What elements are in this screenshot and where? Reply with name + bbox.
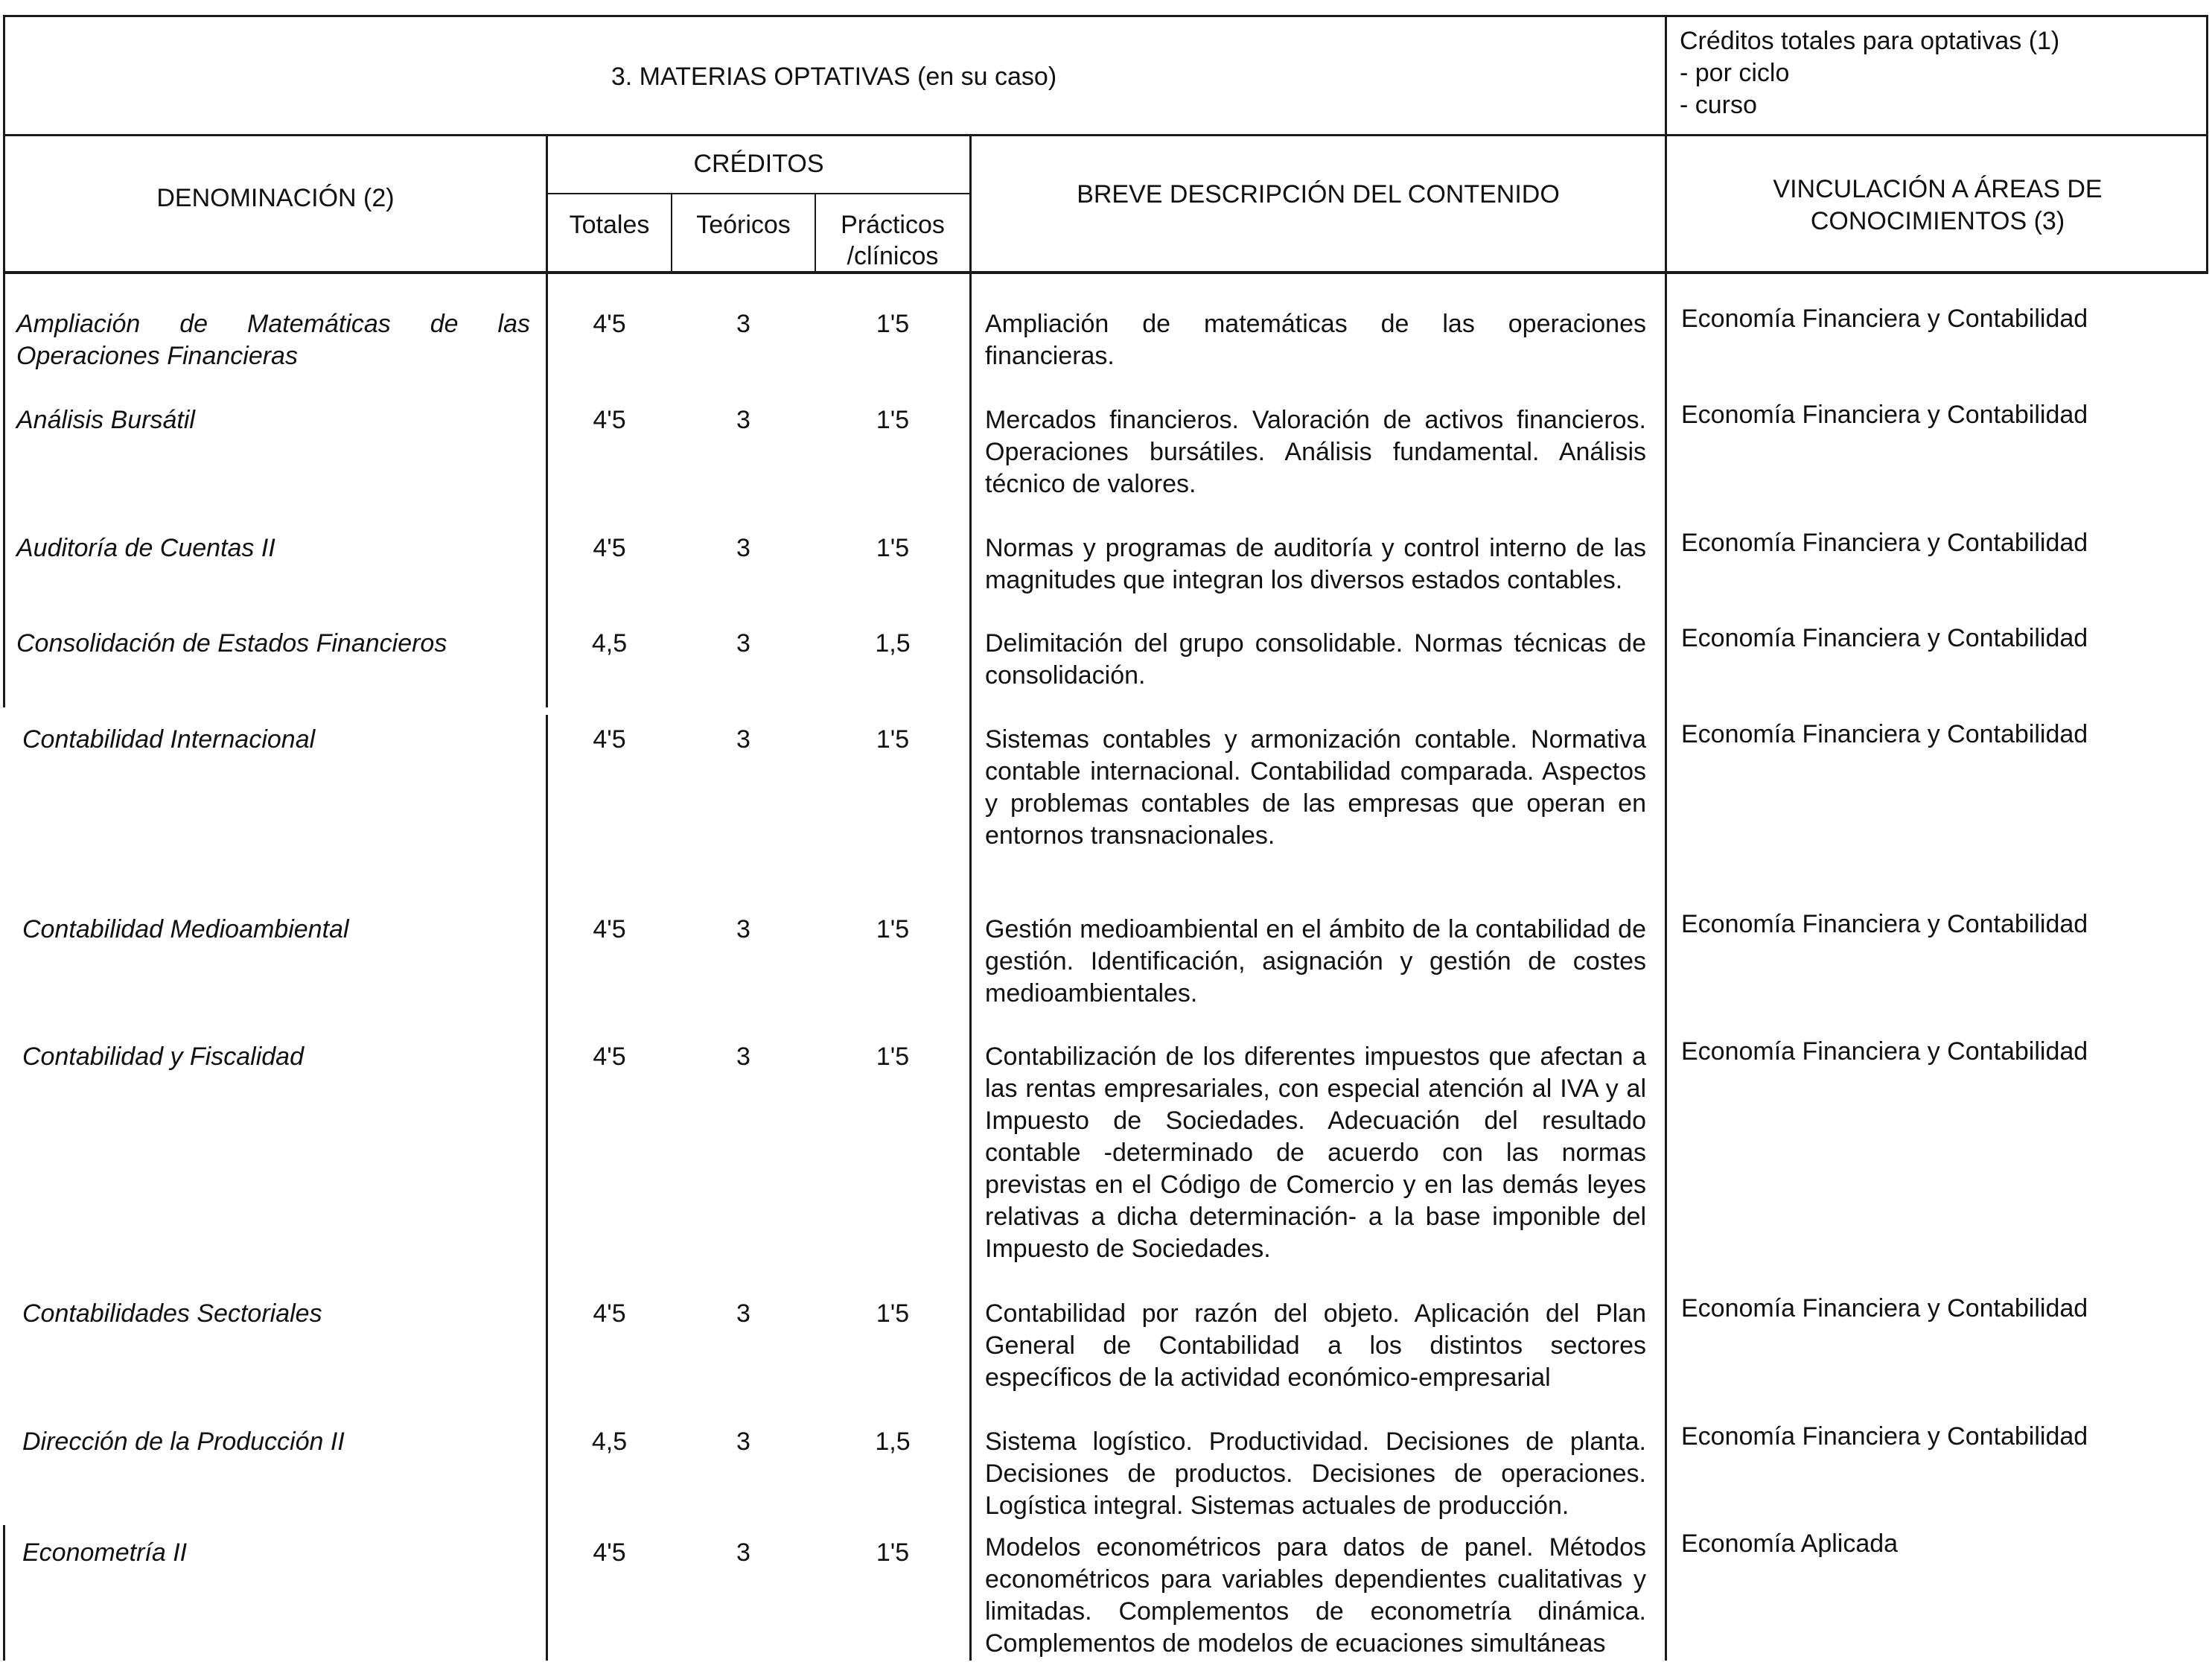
col-divider-name-lower <box>546 715 548 1661</box>
row-9-area: Economía Aplicada <box>1681 1530 1899 1558</box>
row-4-totales: 4'5 <box>593 725 626 754</box>
row-3-totales: 4,5 <box>591 629 628 658</box>
row-8-totales: 4,5 <box>591 1427 628 1456</box>
row-2-totales: 4'5 <box>593 534 626 562</box>
row-0-name <box>16 308 530 372</box>
row-8-teoricos: 3 <box>736 1427 750 1456</box>
row-8-description: Sistema logístico. Productividad. Decisiones de planta. Decisiones de productos. Decisiones de operaciones. Logística integral. Sistemas actuales de producción. <box>985 1427 1646 1520</box>
row-9-practicos: 1'5 <box>876 1538 910 1567</box>
row-9-teoricos: 3 <box>736 1538 750 1567</box>
row-0-name-line-2: Operaciones Financieras <box>16 342 298 370</box>
row-4-name: Contabilidad Internacional <box>22 725 316 754</box>
row-1-area: Economía Financiera y Contabilidad <box>1681 401 2088 429</box>
row-5-teoricos: 3 <box>736 915 750 943</box>
row-2-practicos: 1'5 <box>876 534 910 562</box>
row-7-teoricos: 3 <box>736 1299 750 1328</box>
row-left-tick <box>3 1525 5 1661</box>
column-header-practicos-line-1: Prácticos <box>841 211 945 239</box>
row-0-area: Economía Financiera y Contabilidad <box>1681 305 2088 333</box>
header-vertical-divider <box>1665 15 1667 1661</box>
row-9-description: Modelos econométricos para datos de panel. Métodos econométricos para variables dependientes cualitativas y limitadas. Complementos de econometría dinámica. Complementos de modelos de ecuaciones simultáneas <box>985 1533 1646 1658</box>
column-header-vinculacion-line-1: VINCULACIÓN A ÁREAS DE <box>1773 175 2103 203</box>
row-4-description: Sistemas contables y armonización contable. Normativa contable internacional. Contabilidad comparada. Aspectos y problemas contables de las empresas que operan en entornos transnacionales. <box>985 725 1646 850</box>
header-separator <box>3 134 2208 136</box>
row-1-name: Análisis Bursátil <box>16 406 195 434</box>
row-1-totales: 4'5 <box>593 406 626 434</box>
row-3-name: Consolidación de Estados Financieros <box>16 629 447 658</box>
row-3-practicos: 1,5 <box>875 629 911 658</box>
row-8-practicos: 1,5 <box>875 1427 911 1456</box>
row-0-totales: 4'5 <box>593 310 626 338</box>
row-6-area: Economía Financiera y Contabilidad <box>1681 1037 2088 1066</box>
credit-totals-line-2: - por ciclo <box>1680 59 1790 87</box>
row-0-practicos: 1'5 <box>876 310 910 338</box>
credit-totals-line-3: - curso <box>1680 91 1757 119</box>
section-title: 3. MATERIAS OPTATIVAS (en su caso) <box>611 63 1057 91</box>
row-1-practicos: 1'5 <box>876 406 910 434</box>
column-header-descripcion: BREVE DESCRIPCIÓN DEL CONTENIDO <box>1077 180 1560 209</box>
column-header-totales: Totales <box>569 211 650 239</box>
column-header-creditos: CRÉDITOS <box>693 150 824 178</box>
row-7-description: Contabilidad por razón del objeto. Aplicación del Plan General de Contabilidad a los distintos sectores específicos de la actividad económico-empresarial <box>985 1299 1646 1392</box>
row-5-totales: 4'5 <box>593 915 626 943</box>
row-0-description: Ampliación de matemáticas de las operaciones financieras. <box>985 310 1646 370</box>
row-1-teoricos: 3 <box>736 406 750 434</box>
table-top-border <box>3 15 2208 17</box>
table-left-border <box>3 15 5 707</box>
row-3-teoricos: 3 <box>736 629 750 658</box>
row-8-name: Dirección de la Producción II <box>22 1427 345 1456</box>
row-0-teoricos: 3 <box>736 310 750 338</box>
row-6-teoricos: 3 <box>736 1043 750 1071</box>
row-6-practicos: 1'5 <box>876 1043 910 1071</box>
row-3-area: Economía Financiera y Contabilidad <box>1681 624 2088 652</box>
column-head-bottom-border <box>3 271 2208 274</box>
row-9-totales: 4'5 <box>593 1538 626 1567</box>
row-7-totales: 4'5 <box>593 1299 626 1328</box>
row-2-name: Auditoría de Cuentas II <box>16 534 275 562</box>
row-2-description: Normas y programas de auditoría y control interno de las magnitudes que integran los diversos estados contables. <box>985 534 1646 594</box>
row-9-name: Econometría II <box>22 1538 188 1567</box>
column-header-teoricos: Teóricos <box>696 211 791 239</box>
row-6-totales: 4'5 <box>593 1043 626 1071</box>
row-4-teoricos: 3 <box>736 725 750 754</box>
row-4-practicos: 1'5 <box>876 725 910 754</box>
row-5-name: Contabilidad Medioambiental <box>22 915 349 943</box>
row-1-description: Mercados financieros. Valoración de activos financieros. Operaciones bursátiles. Análisis fundamental. Análisis técnico de valores. <box>985 406 1646 498</box>
row-2-teoricos: 3 <box>736 534 750 562</box>
row-7-practicos: 1'5 <box>876 1299 910 1328</box>
column-header-practicos-line-2: /clínicos <box>847 242 939 270</box>
row-6-description: Contabilización de los diferentes impuestos que afectan a las rentas empresariales, con especial atención al IVA y al Impuesto de Sociedades. Adecuación del resultado contable -determinado de acuerdo con las normas previstas en el Código de Comercio y en las demás leyes relativas a dicha determinación- a la base imponible del Impuesto de Sociedades. <box>985 1043 1646 1263</box>
credit-totals-line-1: Créditos totales para optativas (1) <box>1680 27 2060 55</box>
row-6-name: Contabilidad y Fiscalidad <box>22 1043 304 1071</box>
column-header-denominacion: DENOMINACIÓN (2) <box>156 184 395 212</box>
row-5-area: Economía Financiera y Contabilidad <box>1681 910 2088 938</box>
row-5-practicos: 1'5 <box>876 915 910 943</box>
row-5-description: Gestión medioambiental en el ámbito de la contabilidad de gestión. Identificación, asignación y gestión de costes medioambientales. <box>985 915 1646 1008</box>
col-divider-practicos <box>969 134 972 1661</box>
row-8-area: Economía Financiera y Contabilidad <box>1681 1422 2088 1451</box>
row-2-area: Economía Financiera y Contabilidad <box>1681 529 2088 557</box>
row-0-name-line-1: Ampliación de Matemáticas de las <box>16 310 530 338</box>
row-7-area: Economía Financiera y Contabilidad <box>1681 1294 2088 1323</box>
row-4-area: Economía Financiera y Contabilidad <box>1681 720 2088 748</box>
column-header-vinculacion-line-2: CONOCIMIENTOS (3) <box>1810 207 2065 235</box>
row-7-name: Contabilidades Sectoriales <box>22 1299 322 1328</box>
row-3-description: Delimitación del grupo consolidable. Normas técnicas de consolidación. <box>985 629 1646 690</box>
creditos-subheader-line <box>546 193 971 194</box>
